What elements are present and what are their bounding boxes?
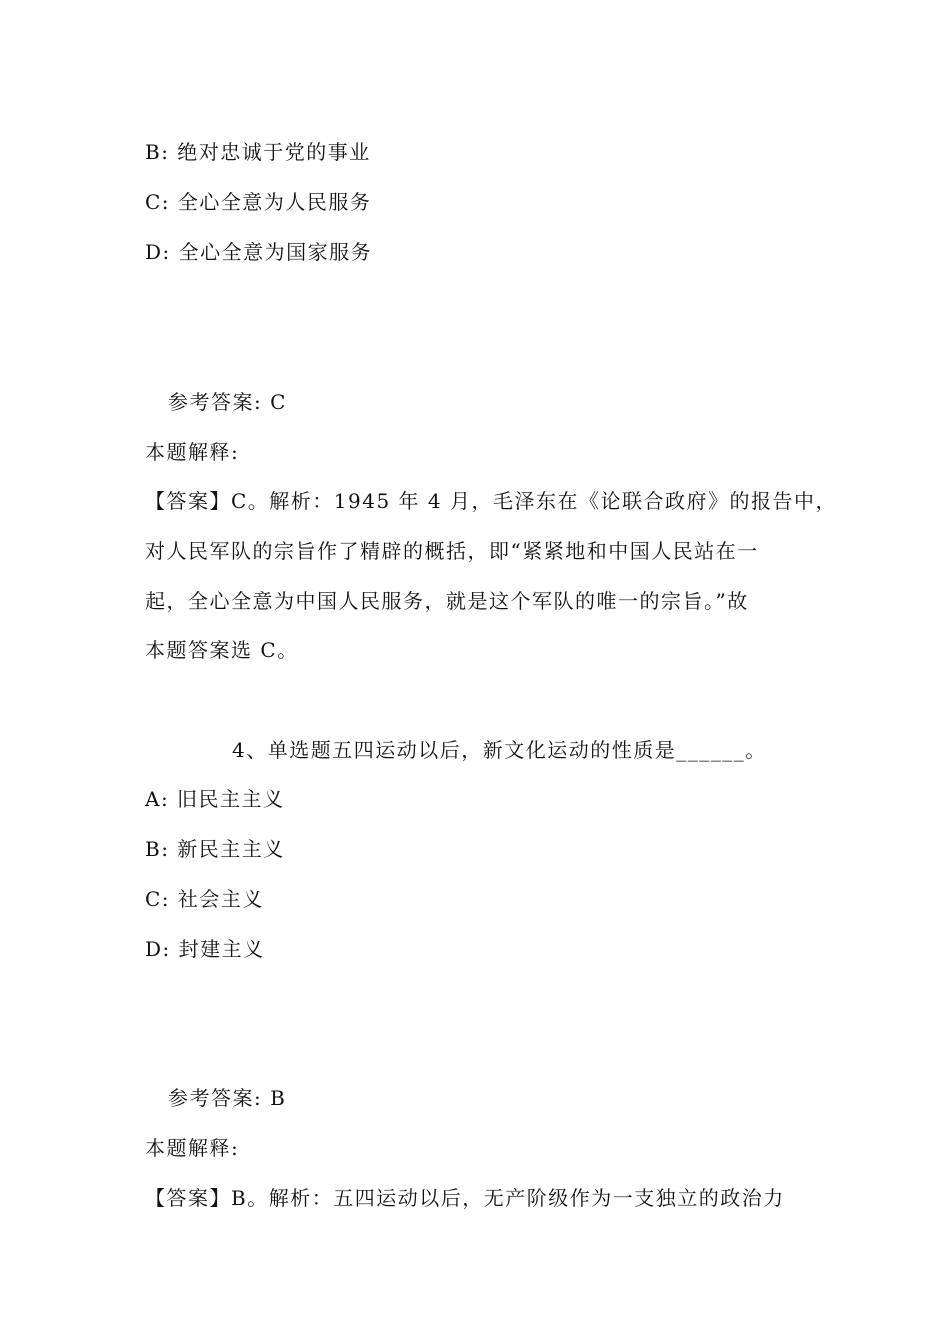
q3-explanation-line: 【答案】C。解析：1945 年 4 月，毛泽东在《论联合政府》的报告中，	[145, 489, 837, 513]
q3-explanation-line: 起，全心全意为中国人民服务，就是这个军队的唯一的宗旨。”故	[145, 589, 749, 613]
q3-option-b: B: 绝对忠诚于党的事业	[145, 140, 371, 164]
q4-explanation-label: 本题解释:	[145, 1136, 240, 1160]
q3-explanation-line: 对人民军队的宗旨作了精辟的概括，即“紧紧地和中国人民站在一	[145, 539, 759, 563]
q4-question-text: 4、单选题五四运动以后，新文化运动的性质是______。	[232, 738, 767, 762]
q4-option-d: D: 封建主义	[145, 937, 265, 961]
q3-explanation-label: 本题解释:	[145, 440, 240, 464]
q4-option-b: B: 新民主主义	[145, 837, 285, 861]
q3-option-d: D: 全心全意为国家服务	[145, 240, 373, 264]
q4-option-a: A: 旧民主主义	[145, 787, 285, 811]
q3-explanation-line: 本题答案选 C。	[145, 638, 299, 662]
q4-explanation-line: 【答案】B。解析：五四运动以后，无产阶级作为一支独立的政治力	[145, 1186, 785, 1210]
q4-option-c: C: 社会主义	[145, 887, 264, 911]
q3-reference-answer: 参考答案: C	[168, 390, 287, 414]
q4-reference-answer: 参考答案: B	[168, 1086, 287, 1110]
q3-option-c: C: 全心全意为人民服务	[145, 190, 372, 214]
